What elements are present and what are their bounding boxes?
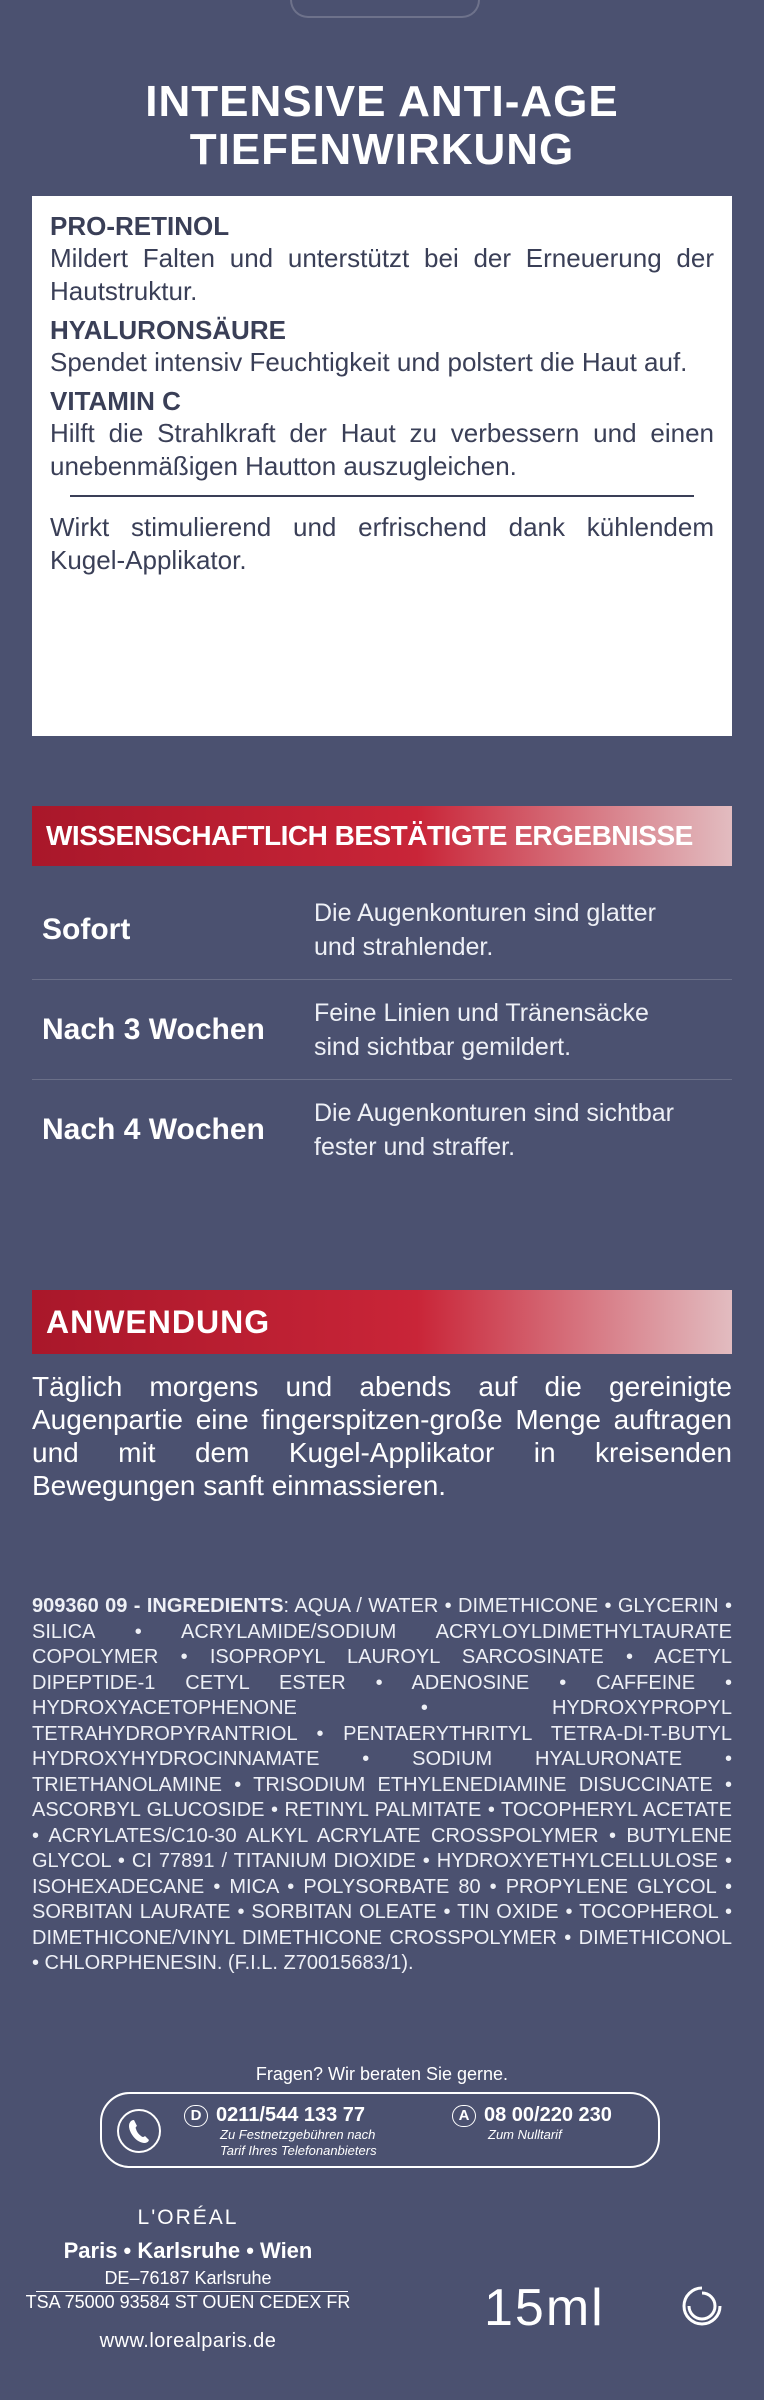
results-row	[32, 1080, 732, 1180]
hotline-austria	[452, 2104, 612, 2143]
results-description-line: und strahlender.	[314, 932, 494, 961]
benefit-text: Hilft die Strahlkraft der Haut zu verbessern und einen unebenmäßigen Hautton auszugleichen.	[50, 418, 714, 481]
country-code: D	[184, 2105, 208, 2127]
results-description-line: Feine Linien und Tränensäcke	[314, 998, 649, 1027]
hotline-note: Zu Festnetzgebühren nach	[220, 2127, 376, 2142]
phone-icon	[116, 2108, 162, 2154]
usage-text: Täglich morgens und abends auf die gereinigte Augenpartie eine fingerspitzen-große Menge auftragen und mit dem Kugel-Applikator in kreisenden Bewegungen sanft einmassieren.	[32, 1371, 732, 1501]
results-description-line: Die Augenkonturen sind sichtbar	[314, 1099, 674, 1127]
results-table	[32, 880, 732, 1180]
recycle-icon	[680, 2284, 724, 2328]
benefit-heading: PRO-RETINOL	[50, 211, 230, 241]
product-volume: 15ml	[484, 2279, 605, 2337]
product-title	[0, 78, 764, 174]
benefit-heading: VITAMIN C	[50, 386, 181, 416]
hotline-number: 0211/544 133 77	[216, 2104, 366, 2126]
website-link[interactable]: www.lorealparis.de	[99, 2330, 277, 2352]
benefit-item	[50, 210, 714, 308]
results-description-line: Die Augenkonturen sind glatter	[314, 898, 656, 927]
hotline-germany	[184, 2104, 377, 2159]
brand-name: L'ORÉAL	[137, 2206, 239, 2229]
results-timepoint: Sofort	[42, 912, 131, 946]
hotline-note: Tarif Ihres Telefonanbieters	[220, 2143, 377, 2158]
usage-banner: ANWENDUNG	[32, 1290, 732, 1354]
results-timepoint: Nach 4 Wochen	[42, 1113, 265, 1146]
results-description	[314, 896, 732, 964]
results-description-line: sind sichtbar gemildert.	[314, 1032, 572, 1061]
hotline-box	[100, 2092, 660, 2168]
benefit-text: Spendet intensiv Feuchtigkeit und polstert die Haut auf.	[50, 347, 688, 377]
results-banner: WISSENSCHAFTLICH BESTÄTIGTE ERGEBNISSE	[32, 806, 732, 866]
benefit-note: Wirkt stimulierend und erfrischend dank kühlendem Kugel-Applikator.	[50, 512, 714, 575]
results-row	[32, 880, 732, 980]
box-tab-outline	[290, 0, 480, 18]
results-row	[32, 980, 732, 1080]
divider	[70, 495, 694, 497]
product-title-line2: TIEFENWIRKUNG	[189, 125, 575, 174]
benefit-heading: HYALURONSÄURE	[50, 315, 286, 345]
results-description-line: fester und straffer.	[314, 1133, 516, 1161]
ingredients-list	[32, 1594, 732, 1977]
benefit-item	[50, 314, 714, 379]
benefit-text: Mildert Falten und unterstützt bei der Erneuerung der Hautstruktur.	[50, 243, 714, 306]
benefits-box	[32, 196, 732, 736]
ingredients-code: 909360 09 - INGREDIENTS	[32, 1595, 284, 1617]
address-de: DE–76187 Karlsruhe	[104, 2268, 272, 2288]
hotline-title: Fragen? Wir beraten Sie gerne.	[255, 2064, 509, 2084]
hotline-number: 08 00/220 230	[484, 2104, 612, 2126]
benefit-item	[50, 385, 714, 483]
address-fr: TSA 75000 93584 ST OUEN CEDEX FR	[25, 2292, 351, 2312]
results-description	[314, 996, 732, 1064]
results-description	[314, 1096, 732, 1164]
country-code: A	[452, 2105, 476, 2127]
results-timepoint: Nach 3 Wochen	[42, 1012, 265, 1046]
hotline-note: Zum Nulltarif	[488, 2127, 562, 2142]
brand-cities: Paris • Karlsruhe • Wien	[63, 2238, 313, 2263]
ingredients-text: : AQUA / WATER • DIMETHICONE • GLYCERIN • SILICA • ACRYLAMIDE/SODIUM ACRYLOYLDIMETHYLTAURATE COPOLYMER • ISOPROPYL LAUROYL SARCOSINATE • ACETYL DIPEPTIDE-1 CETYL ESTER • ADENOSINE • CAFFEINE • HYDROXYACETOPHENONE • HYDROXYPROPYL TETRAHYDROPYRANTRIOL • PENTAERYTHRITYL TETRA-DI-T-BUTYL HYDROXYHYDROCINNAMATE • SODIUM HYALURONATE • TRIETHANOLAMINE • TRISODIUM ETHYLENEDIAMINE DISUCCINATE • ASCORBYL GLUCOSIDE • RETINYL PALMITATE • TOCOPHERYL ACETATE • ACRYLATES/C10-30 ALKYL ACRYLATE CROSSPOLYMER • BUTYLENE GLYCOL • CI 77891 / TITANIUM DIOXIDE • HYDROXYETHYLCELLULOSE • ISOHEXADECANE • MICA • POLYSORBATE 80 • PROPYLENE GLYCOL • SORBITAN LAURATE • SORBITAN OLEATE • TIN OXIDE • TOCOPHEROL • DIMETHICONE/VINYL DIMETHICONE CROSSPOLYMER • DIMETHICONOL • CHLORPHENESIN. (F.I.L. Z70015683/1).	[32, 1595, 733, 1974]
product-title-line1: INTENSIVE ANTI-AGE	[145, 77, 619, 126]
